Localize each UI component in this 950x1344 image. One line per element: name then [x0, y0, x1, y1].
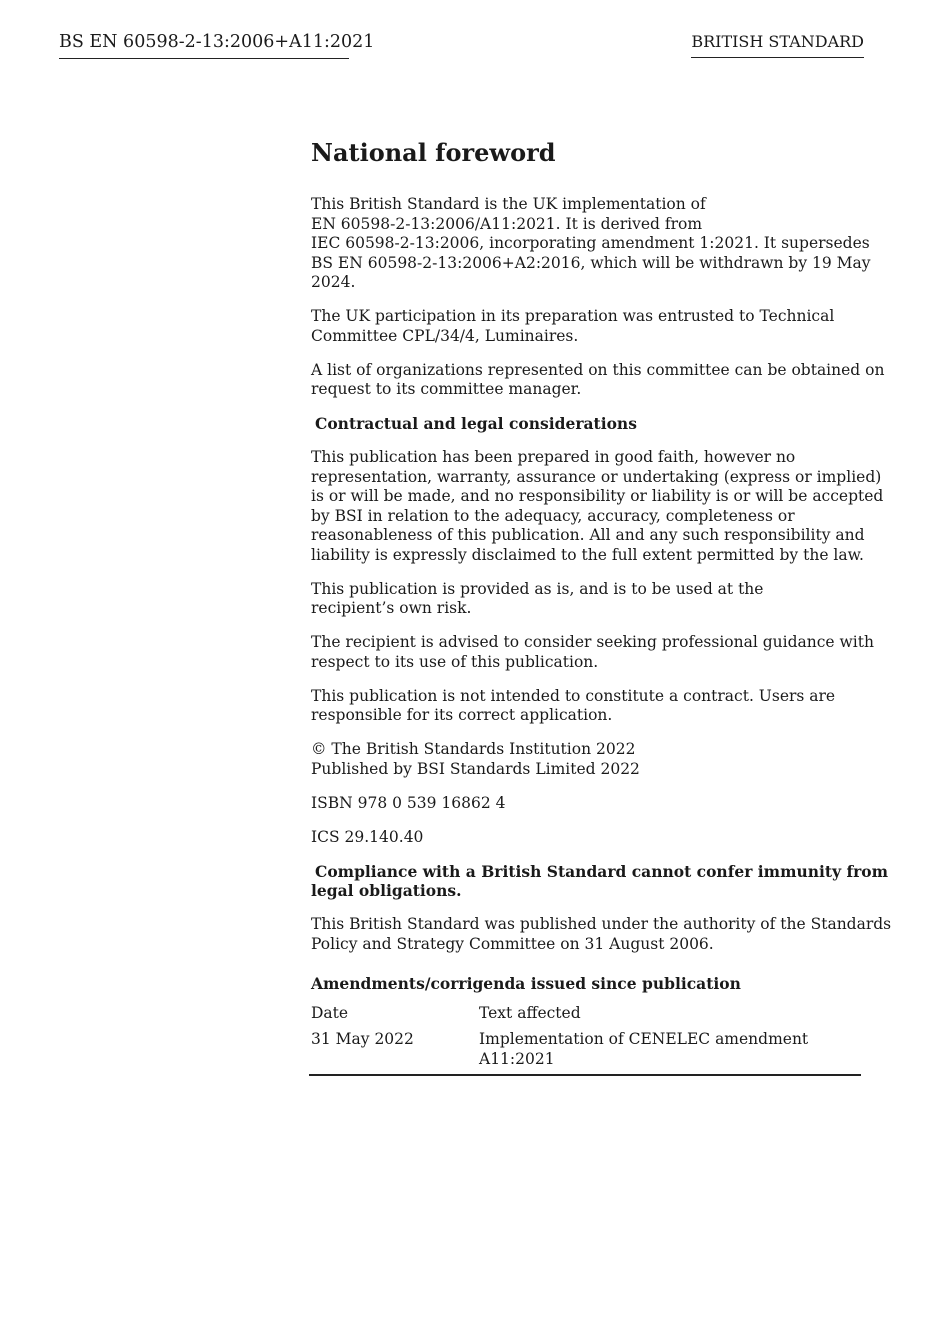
contractual-heading: Contractual and legal considerations: [315, 414, 637, 433]
participation-paragraph: [311, 307, 866, 346]
text-line: Published by BSI Standards Limited 2022: [311, 759, 640, 778]
amendments-table: [309, 1004, 861, 1077]
text-line: © The British Standards Institution 2022: [311, 740, 636, 758]
copyright-paragraph: [311, 740, 866, 779]
text-line: The UK participation in its preparation was entrusted to Technical: [311, 307, 835, 325]
text-line: This publication is not intended to constitute a contract. Users are: [311, 686, 836, 705]
text-line: reasonableness of this publication. All and any such responsibility and: [311, 526, 865, 544]
text-line: respect to its use of this publication.: [311, 652, 599, 671]
text-line: 2024.: [311, 273, 356, 291]
text-line: Policy and Strategy Committee on 31 August 2006.: [311, 934, 714, 953]
authority-paragraph: [311, 915, 892, 954]
not-contract-paragraph: [311, 687, 866, 726]
text-line: A list of organizations represented on this committee can be obtained on: [311, 360, 885, 379]
foreword-content: [311, 138, 892, 1076]
organizations-paragraph: [311, 360, 885, 400]
amendment-text-cell: Implementation of CENELEC amendment A11:2021: [477, 1030, 861, 1075]
text-line: The recipient is advised to consider seeking professional guidance with: [311, 633, 874, 651]
intro-paragraph: [311, 195, 871, 293]
text-line: Compliance with a British Standard cannot confer immunity from: [315, 861, 889, 881]
text-line: legal obligations.: [311, 881, 462, 900]
text-line: representation, warranty, assurance or undertaking (express or implied): [311, 467, 882, 486]
text-line: request to its committee manager.: [311, 380, 582, 398]
isbn-line: ISBN 978 0 539 16862 4: [311, 793, 506, 812]
text-line: IEC 60598-2-13:2006, incorporating amendment 1:2021. It supersedes: [311, 234, 870, 252]
ics-line: ICS 29.140.40: [311, 827, 424, 846]
table-row: [309, 1030, 861, 1075]
text-line: This British Standard is the UK implementation of: [311, 195, 706, 213]
amendment-date-cell: 31 May 2022: [309, 1030, 477, 1075]
text-line: This British Standard was published under the authority of the Standards: [311, 915, 892, 933]
text-line: EN 60598-2-13:2006/A11:2021. It is derived from: [311, 214, 703, 233]
guidance-paragraph: [311, 633, 874, 672]
text-line: by BSI in relation to the adequacy, accuracy, completeness or: [311, 506, 795, 525]
text-line: liability is expressly disclaimed to the full extent permitted by the law.: [311, 545, 864, 564]
page-title: National foreword: [311, 138, 556, 167]
header-standard-id: BS EN 60598-2-13:2006+A11:2021: [59, 31, 349, 59]
column-header-date: Date: [311, 1003, 349, 1022]
text-line: recipient’s own risk.: [311, 599, 472, 617]
text-line: is or will be made, and no responsibility or liability is or will be accepted: [311, 487, 884, 505]
text-line: This publication is provided as is, and is to be used at the: [311, 579, 764, 598]
table-header-row: [309, 1004, 861, 1031]
amendments-heading: Amendments/corrigenda issued since publication: [311, 974, 741, 993]
good-faith-paragraph: [311, 448, 884, 565]
as-is-paragraph: [311, 580, 866, 619]
header-british-standard-label: BRITISH STANDARD: [691, 32, 864, 58]
compliance-heading: [311, 861, 889, 901]
text-line: BS EN 60598-2-13:2006+A2:2016, which will be withdrawn by 19 May: [311, 253, 871, 272]
text-line: Committee CPL/34/4, Luminaires.: [311, 326, 579, 345]
column-header-text-affected: Text affected: [479, 1003, 581, 1022]
text-line: responsible for its correct application.: [311, 706, 613, 724]
text-line: This publication has been prepared in good faith, however no: [311, 448, 796, 466]
